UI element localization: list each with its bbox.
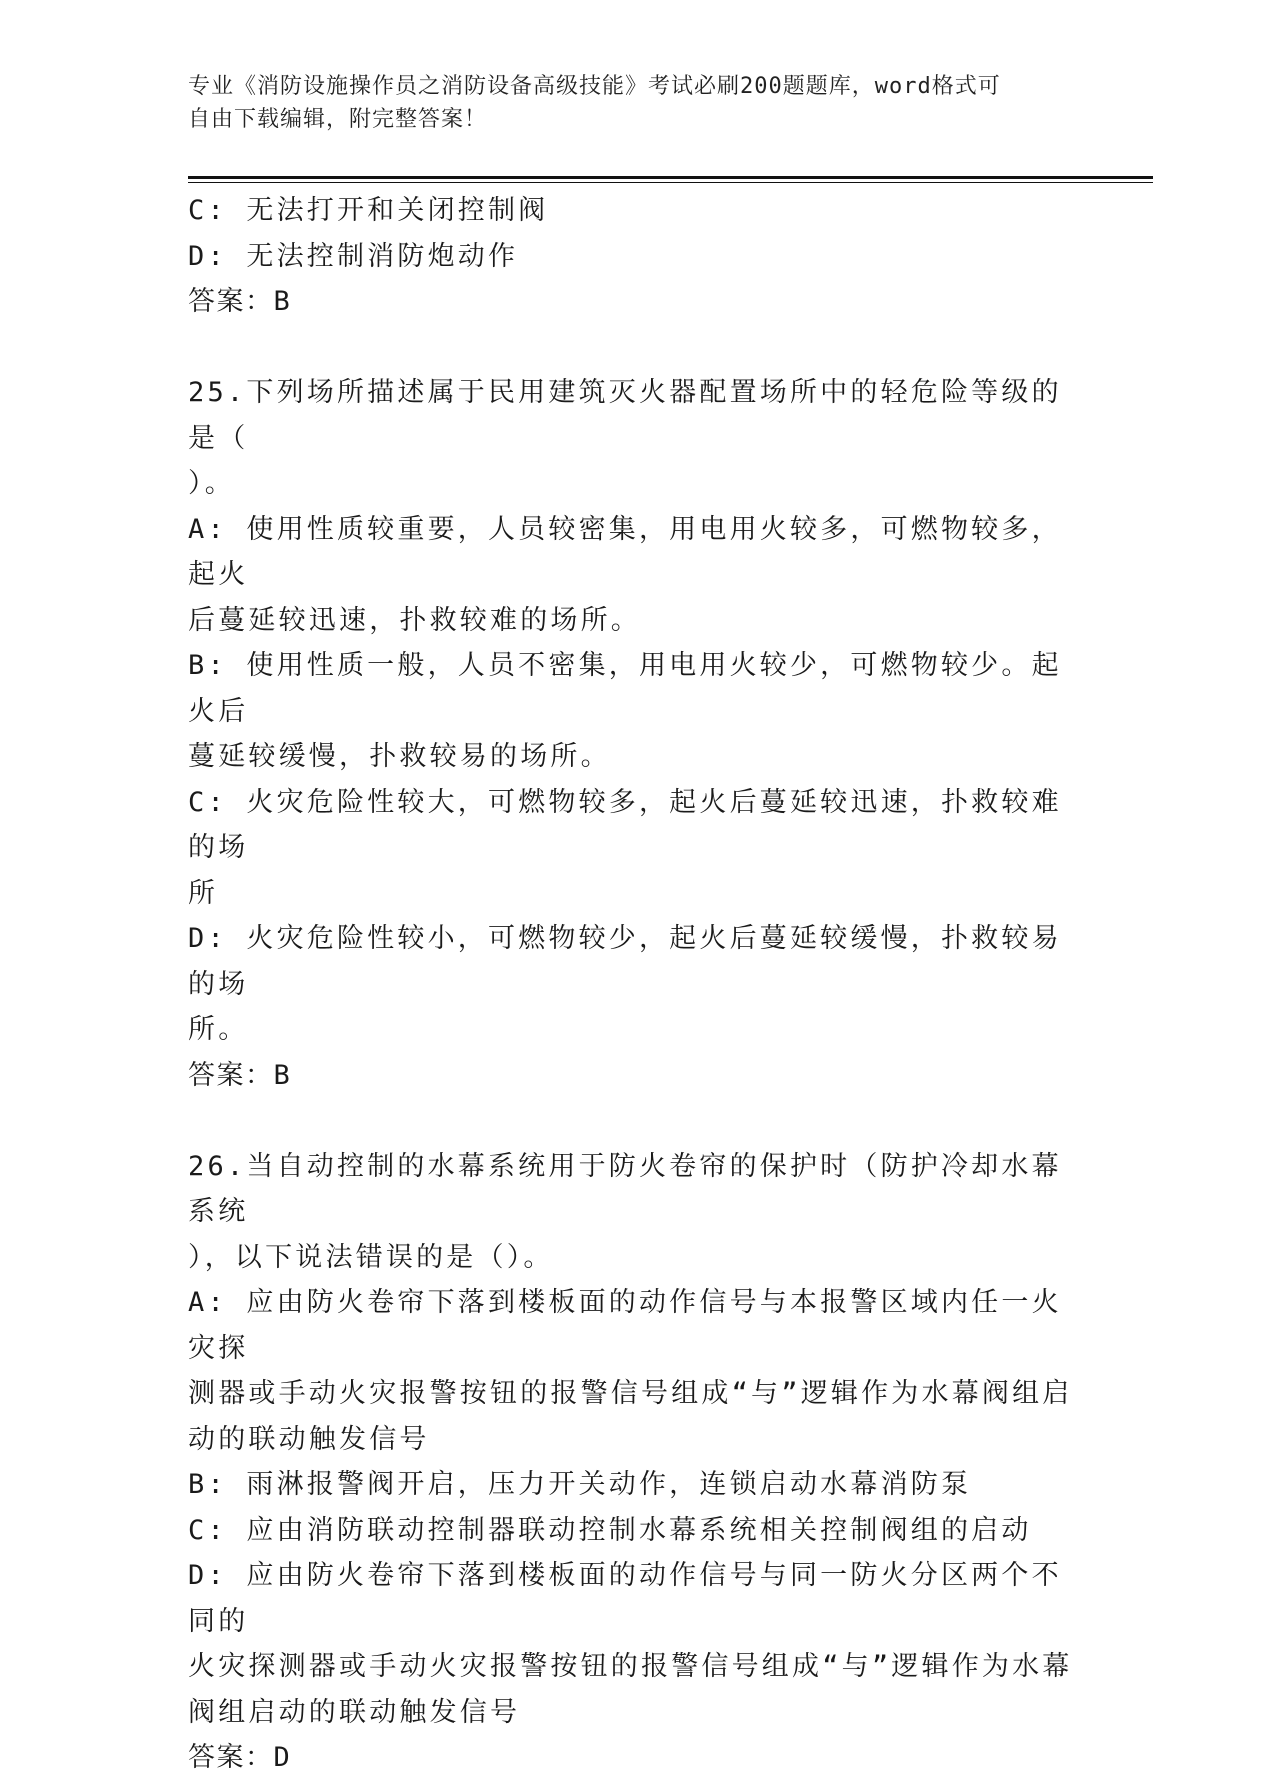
option-b-line: 蔓延较缓慢，扑救较易的场所。 [188, 741, 611, 772]
answer-line: 答案：B [188, 1059, 292, 1091]
option-c-line: C: 火灾危险性较大，可燃物较多，起火后蔓延较迅速，扑救较难的场 [188, 786, 1062, 863]
previous-question-tail [188, 188, 1088, 325]
option-d-line: D: 应由防火卷帘下落到楼板面的动作信号与同一防火分区两个不同的 [188, 1560, 1062, 1637]
option-a-line: 测器或手动火灾报警按钮的报警信号组成“与”逻辑作为水幕阀组启 [188, 1378, 1073, 1409]
option-d-line: 所。 [188, 1014, 249, 1045]
option-a-line: 后蔓延较迅速，扑救较难的场所。 [188, 604, 641, 636]
option-d-line: D: 火灾危险性较小，可燃物较少，起火后蔓延较缓慢，扑救较易的场 [188, 923, 1062, 1000]
option-c-line: 所 [188, 877, 219, 909]
document-header [188, 70, 1068, 136]
option-b-line: B: 使用性质一般，人员不密集，用电用火较少，可燃物较少。起火后 [188, 650, 1062, 727]
header-divider-thin [188, 182, 1153, 183]
option-d-line: 火灾探测器或手动火灾报警按钮的报警信号组成“与”逻辑作为水幕 [188, 1651, 1073, 1682]
option-c: C: 无法打开和关闭控制阀 [188, 195, 549, 226]
question-stem-line: 26.当自动控制的水幕系统用于防火卷帘的保护时（防护冷却水幕系统 [188, 1150, 1062, 1227]
header-line-2: 自由下载编辑，附完整答案！ [188, 107, 488, 132]
option-d-line: 阀组启动的联动触发信号 [188, 1696, 521, 1728]
question-26 [188, 1144, 1088, 1781]
answer-line: 答案：B [188, 286, 292, 317]
option-c-line: C: 应由消防联动控制器联动控制水幕系统相关控制阀组的启动 [188, 1514, 1032, 1546]
option-a-line: A: 使用性质较重要，人员较密集，用电用火较多，可燃物较多，起火 [188, 513, 1062, 590]
option-a-line: A: 应由防火卷帘下落到楼板面的动作信号与本报警区域内任一火灾探 [188, 1287, 1062, 1364]
question-25 [188, 370, 1088, 1098]
header-line-1: 专业《消防设施操作员之消防设备高级技能》考试必刷200题题库，word格式可 [188, 74, 1001, 99]
question-stem-line: ）。 [188, 468, 235, 499]
option-d: D: 无法控制消防炮动作 [188, 240, 519, 272]
question-stem-line: ），以下说法错误的是（）。 [188, 1241, 554, 1273]
answer-line: 答案：D [188, 1742, 292, 1773]
question-stem-line: 25.下列场所描述属于民用建筑灭火器配置场所中的轻危险等级的是（ [188, 377, 1062, 454]
option-b-line: B: 雨淋报警阀开启，压力开关动作，连锁启动水幕消防泵 [188, 1469, 972, 1500]
header-divider-thick [188, 176, 1153, 179]
option-a-line: 动的联动触发信号 [188, 1423, 430, 1455]
document-body [188, 188, 1088, 1781]
